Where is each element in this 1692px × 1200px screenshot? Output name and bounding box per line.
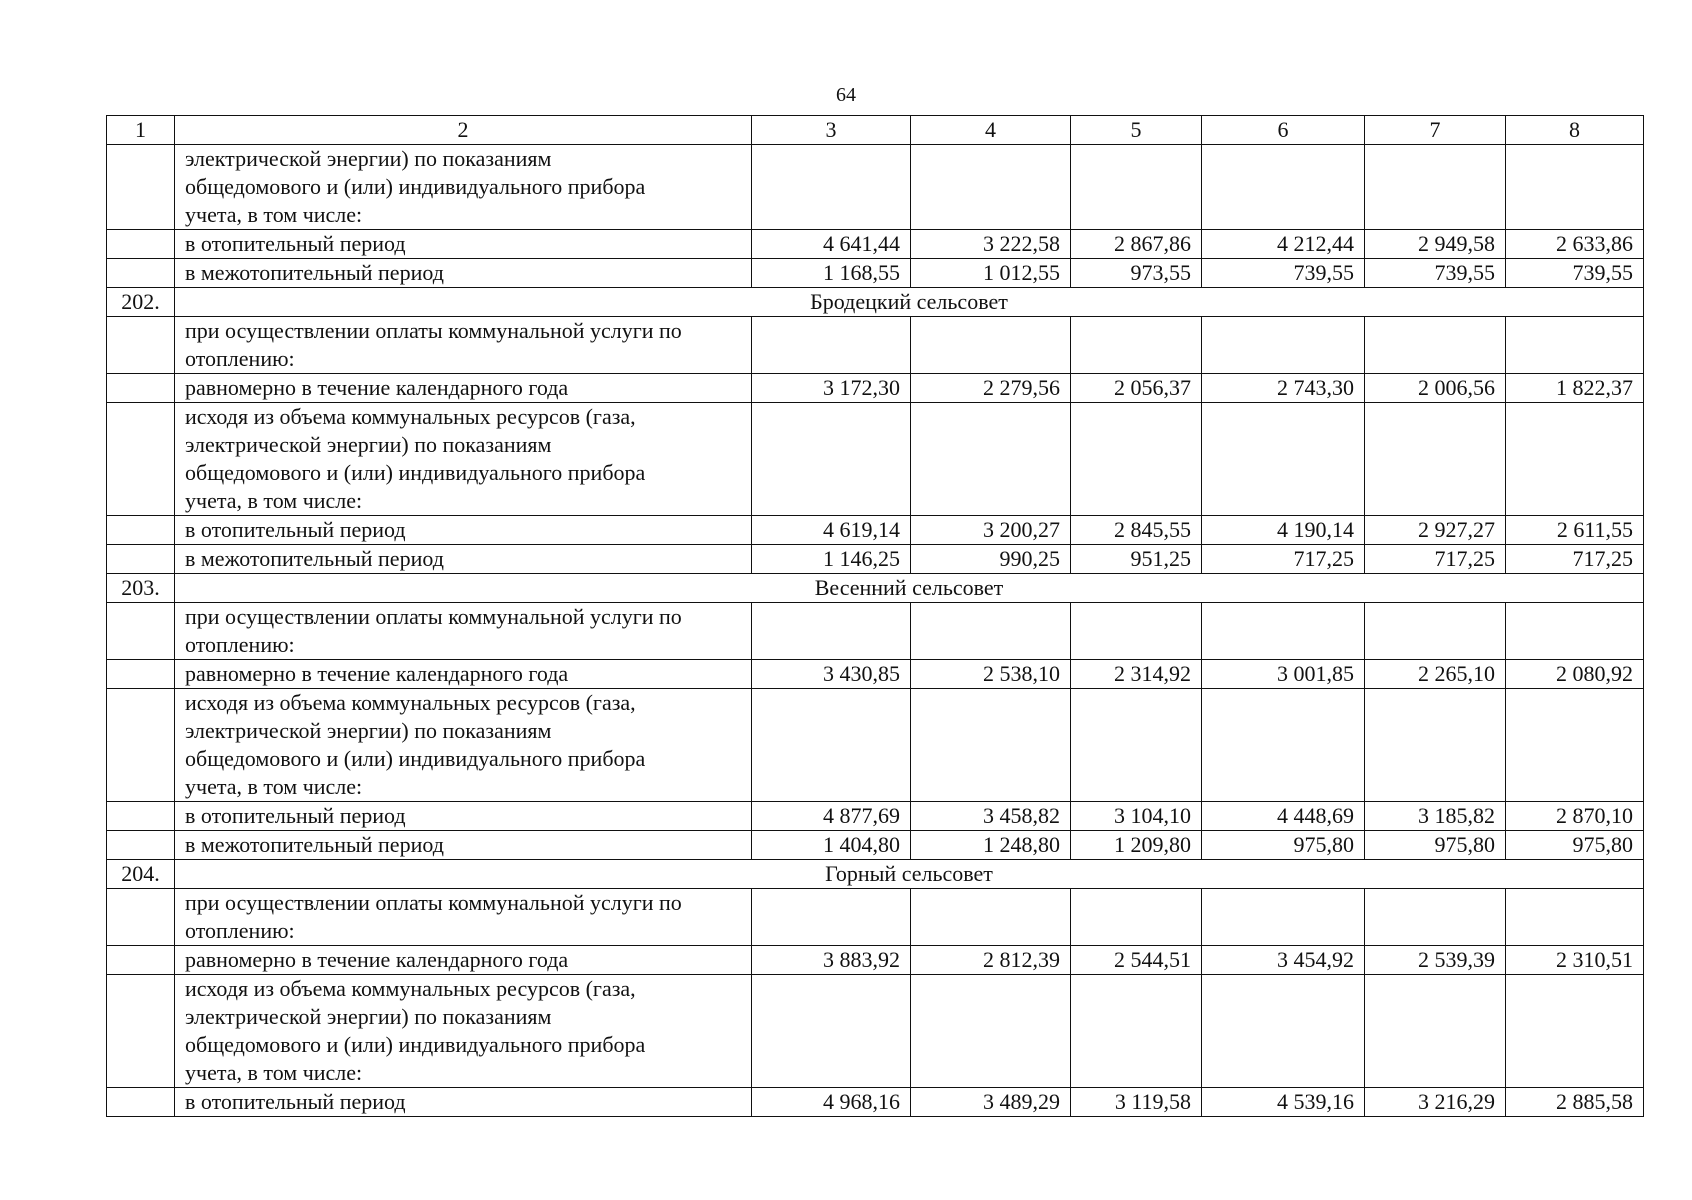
description-cell [175, 145, 752, 230]
value-cell: 4 448,69 [1202, 802, 1365, 831]
value-cell: 1 404,80 [752, 831, 911, 860]
empty-cell [1365, 603, 1506, 660]
row-index-cell [107, 1088, 175, 1117]
value-cell: 975,80 [1202, 831, 1365, 860]
table-row [107, 1088, 1644, 1117]
value-cell: 4 190,14 [1202, 516, 1365, 545]
row-label: в межотопительный период [175, 831, 752, 860]
value-cell: 2 867,86 [1071, 230, 1202, 259]
value-cell: 3 185,82 [1365, 802, 1506, 831]
row-index-cell: 204. [107, 860, 175, 889]
description-line: общедомового и (или) индивидуального прибора [185, 1032, 646, 1057]
row-index-cell [107, 603, 175, 660]
value-cell: 4 212,44 [1202, 230, 1365, 259]
value-cell: 973,55 [1071, 259, 1202, 288]
row-index-cell [107, 660, 175, 689]
table-row [107, 946, 1644, 975]
value-cell: 4 539,16 [1202, 1088, 1365, 1117]
empty-cell [1071, 145, 1202, 230]
row-index-cell [107, 831, 175, 860]
header-cell: 5 [1071, 116, 1202, 145]
empty-cell [1365, 889, 1506, 946]
empty-cell [1202, 889, 1365, 946]
empty-cell [1506, 317, 1644, 374]
description-line: при осуществлении оплаты коммунальной услуги по [185, 604, 682, 629]
value-cell: 2 633,86 [1506, 230, 1644, 259]
table-row [107, 889, 1644, 946]
empty-cell [1071, 889, 1202, 946]
value-cell: 717,25 [1506, 545, 1644, 574]
empty-cell [752, 603, 911, 660]
description-line: отоплению: [185, 632, 295, 657]
section-row [107, 574, 1644, 603]
value-cell: 3 430,85 [752, 660, 911, 689]
section-title: Весенний сельсовет [175, 574, 1644, 603]
empty-cell [1071, 603, 1202, 660]
empty-cell [752, 889, 911, 946]
empty-cell [1506, 145, 1644, 230]
table-row [107, 660, 1644, 689]
empty-cell [1365, 317, 1506, 374]
value-cell: 2 845,55 [1071, 516, 1202, 545]
description-line: исходя из объема коммунальных ресурсов (газа, [185, 690, 636, 715]
description-line: учета, в том числе: [185, 774, 363, 799]
empty-cell [752, 975, 911, 1088]
table-row [107, 374, 1644, 403]
description-cell [175, 975, 752, 1088]
description-line: отоплению: [185, 918, 295, 943]
empty-cell [1365, 689, 1506, 802]
empty-cell [1365, 975, 1506, 1088]
row-index-cell [107, 230, 175, 259]
value-cell: 2 314,92 [1071, 660, 1202, 689]
header-cell: 4 [911, 116, 1071, 145]
row-index-cell [107, 946, 175, 975]
table-row [107, 230, 1644, 259]
header-row [107, 116, 1644, 145]
value-cell: 3 454,92 [1202, 946, 1365, 975]
table-row [107, 516, 1644, 545]
row-index-cell [107, 975, 175, 1088]
row-label: равномерно в течение календарного года [175, 946, 752, 975]
empty-cell [752, 403, 911, 516]
value-cell: 1 012,55 [911, 259, 1071, 288]
empty-cell [1071, 689, 1202, 802]
empty-cell [1071, 403, 1202, 516]
description-line: электрической энергии) по показаниям [185, 1004, 552, 1029]
description-line: исходя из объема коммунальных ресурсов (газа, [185, 404, 636, 429]
empty-cell [911, 145, 1071, 230]
table-row [107, 975, 1644, 1088]
description-line: электрической энергии) по показаниям [185, 146, 552, 171]
description-line: электрической энергии) по показаниям [185, 432, 552, 457]
empty-cell [1365, 145, 1506, 230]
page-number: 64 [836, 84, 856, 106]
row-index-cell [107, 317, 175, 374]
value-cell: 1 168,55 [752, 259, 911, 288]
row-label: в отопительный период [175, 802, 752, 831]
row-label: в отопительный период [175, 516, 752, 545]
value-cell: 717,25 [1365, 545, 1506, 574]
empty-cell [1506, 889, 1644, 946]
row-label: равномерно в течение календарного года [175, 374, 752, 403]
row-index-cell [107, 516, 175, 545]
value-cell: 739,55 [1365, 259, 1506, 288]
value-cell: 4 877,69 [752, 802, 911, 831]
section-title: Бродецкий сельсовет [175, 288, 1644, 317]
row-index-cell: 203. [107, 574, 175, 603]
row-label: в межотопительный период [175, 545, 752, 574]
empty-cell [911, 403, 1071, 516]
value-cell: 3 119,58 [1071, 1088, 1202, 1117]
table-row [107, 145, 1644, 230]
row-index-cell [107, 259, 175, 288]
description-cell [175, 889, 752, 946]
value-cell: 2 056,37 [1071, 374, 1202, 403]
section-row [107, 860, 1644, 889]
value-cell: 3 200,27 [911, 516, 1071, 545]
row-index-cell: 202. [107, 288, 175, 317]
row-index-cell [107, 374, 175, 403]
value-cell: 2 949,58 [1365, 230, 1506, 259]
table-row [107, 689, 1644, 802]
empty-cell [1202, 317, 1365, 374]
row-label: равномерно в течение календарного года [175, 660, 752, 689]
description-line: электрической энергии) по показаниям [185, 718, 552, 743]
table-row [107, 317, 1644, 374]
empty-cell [911, 603, 1071, 660]
header-cell: 8 [1506, 116, 1644, 145]
description-cell [175, 403, 752, 516]
value-cell: 2 538,10 [911, 660, 1071, 689]
description-line: общедомового и (или) индивидуального прибора [185, 174, 646, 199]
value-cell: 2 743,30 [1202, 374, 1365, 403]
value-cell: 3 216,29 [1365, 1088, 1506, 1117]
empty-cell [752, 689, 911, 802]
table-row [107, 545, 1644, 574]
value-cell: 4 619,14 [752, 516, 911, 545]
tariff-table [106, 115, 1644, 1117]
table-row [107, 831, 1644, 860]
empty-cell [1202, 403, 1365, 516]
value-cell: 3 172,30 [752, 374, 911, 403]
empty-cell [1506, 689, 1644, 802]
description-line: при осуществлении оплаты коммунальной услуги по [185, 890, 682, 915]
table-row [107, 802, 1644, 831]
description-line: отоплению: [185, 346, 295, 371]
value-cell: 739,55 [1202, 259, 1365, 288]
empty-cell [1506, 975, 1644, 1088]
value-cell: 951,25 [1071, 545, 1202, 574]
value-cell: 2 006,56 [1365, 374, 1506, 403]
row-label: в отопительный период [175, 230, 752, 259]
row-label: в отопительный период [175, 1088, 752, 1117]
value-cell: 975,80 [1365, 831, 1506, 860]
row-index-cell [107, 889, 175, 946]
value-cell: 2 539,39 [1365, 946, 1506, 975]
value-cell: 3 001,85 [1202, 660, 1365, 689]
header-cell: 1 [107, 116, 175, 145]
value-cell: 1 209,80 [1071, 831, 1202, 860]
description-line: учета, в том числе: [185, 1060, 363, 1085]
value-cell: 1 248,80 [911, 831, 1071, 860]
table-row [107, 603, 1644, 660]
value-cell: 2 611,55 [1506, 516, 1644, 545]
empty-cell [911, 975, 1071, 1088]
value-cell: 3 489,29 [911, 1088, 1071, 1117]
table-body [107, 116, 1644, 1117]
description-cell [175, 689, 752, 802]
value-cell: 2 279,56 [911, 374, 1071, 403]
description-line: при осуществлении оплаты коммунальной услуги по [185, 318, 682, 343]
header-cell: 2 [175, 116, 752, 145]
description-line: учета, в том числе: [185, 488, 363, 513]
row-index-cell [107, 545, 175, 574]
description-cell [175, 317, 752, 374]
section-row [107, 288, 1644, 317]
value-cell: 2 812,39 [911, 946, 1071, 975]
description-line: учета, в том числе: [185, 202, 363, 227]
empty-cell [911, 889, 1071, 946]
value-cell: 2 265,10 [1365, 660, 1506, 689]
value-cell: 4 968,16 [752, 1088, 911, 1117]
value-cell: 3 222,58 [911, 230, 1071, 259]
description-line: исходя из объема коммунальных ресурсов (газа, [185, 976, 636, 1001]
description-line: общедомового и (или) индивидуального прибора [185, 460, 646, 485]
value-cell: 3 104,10 [1071, 802, 1202, 831]
empty-cell [1506, 403, 1644, 516]
empty-cell [1365, 403, 1506, 516]
description-cell [175, 603, 752, 660]
empty-cell [1202, 689, 1365, 802]
empty-cell [1202, 145, 1365, 230]
value-cell: 975,80 [1506, 831, 1644, 860]
value-cell: 739,55 [1506, 259, 1644, 288]
table-row [107, 259, 1644, 288]
empty-cell [1202, 603, 1365, 660]
empty-cell [1071, 975, 1202, 1088]
empty-cell [911, 689, 1071, 802]
value-cell: 1 146,25 [752, 545, 911, 574]
value-cell: 3 458,82 [911, 802, 1071, 831]
value-cell: 2 544,51 [1071, 946, 1202, 975]
value-cell: 990,25 [911, 545, 1071, 574]
value-cell: 2 885,58 [1506, 1088, 1644, 1117]
empty-cell [1202, 975, 1365, 1088]
row-index-cell [107, 689, 175, 802]
value-cell: 4 641,44 [752, 230, 911, 259]
empty-cell [752, 317, 911, 374]
header-cell: 3 [752, 116, 911, 145]
description-line: общедомового и (или) индивидуального прибора [185, 746, 646, 771]
value-cell: 2 870,10 [1506, 802, 1644, 831]
table-row [107, 403, 1644, 516]
empty-cell [911, 317, 1071, 374]
value-cell: 1 822,37 [1506, 374, 1644, 403]
empty-cell [1506, 603, 1644, 660]
value-cell: 3 883,92 [752, 946, 911, 975]
row-index-cell [107, 802, 175, 831]
value-cell: 717,25 [1202, 545, 1365, 574]
value-cell: 2 927,27 [1365, 516, 1506, 545]
empty-cell [1071, 317, 1202, 374]
header-cell: 7 [1365, 116, 1506, 145]
row-index-cell [107, 403, 175, 516]
section-title: Горный сельсовет [175, 860, 1644, 889]
header-cell: 6 [1202, 116, 1365, 145]
value-cell: 2 080,92 [1506, 660, 1644, 689]
value-cell: 2 310,51 [1506, 946, 1644, 975]
row-index-cell [107, 145, 175, 230]
row-label: в межотопительный период [175, 259, 752, 288]
empty-cell [752, 145, 911, 230]
